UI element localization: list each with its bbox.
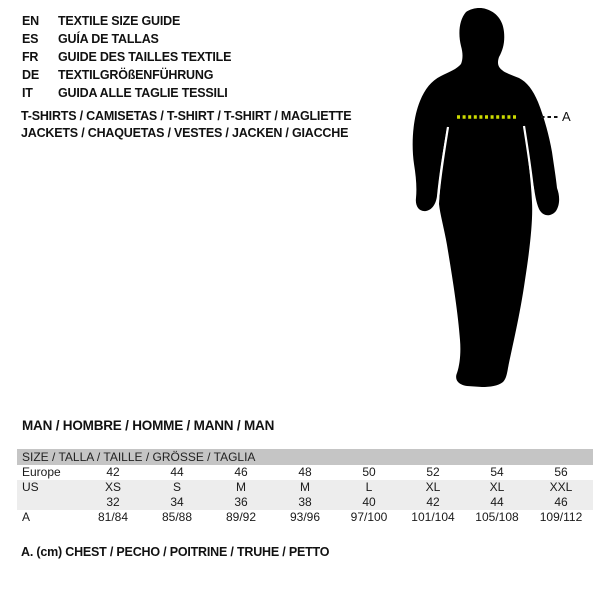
lang-label: GUÍA DE TALLAS	[58, 32, 159, 46]
size-cell: 46	[529, 495, 593, 510]
lang-row	[22, 12, 231, 30]
lang-label: TEXTILE SIZE GUIDE	[58, 14, 181, 28]
size-cell: XL	[401, 480, 465, 495]
arm-gap-right	[524, 126, 534, 200]
size-cell: 54	[490, 465, 504, 479]
row-label: A	[22, 510, 31, 524]
table-row-chest	[17, 510, 593, 525]
size-cell: 42	[106, 465, 120, 479]
table-row-numeric	[17, 495, 593, 510]
measure-point-label: A	[562, 109, 571, 124]
table-row-europe	[17, 465, 593, 480]
size-cell: 44	[170, 465, 184, 479]
lang-label: TEXTILGRÖßENFÜHRUNG	[58, 68, 214, 82]
row-label: US	[17, 480, 81, 495]
size-cell: 50	[362, 465, 376, 479]
row-label: Europe	[22, 465, 61, 479]
size-table-header-row	[17, 449, 593, 465]
category-line: T-SHIRTS / CAMISETAS / T-SHIRT / T-SHIRT / MAGLIETTE	[21, 109, 352, 123]
lang-label: GUIDA ALLE TAGLIE TESSILI	[58, 86, 228, 100]
size-cell: 38	[273, 495, 337, 510]
size-cell: M	[209, 480, 273, 495]
size-table	[17, 449, 593, 525]
size-cell: 40	[337, 495, 401, 510]
size-cell: 97/100	[350, 510, 388, 524]
lang-code: DE	[22, 68, 39, 82]
lang-label: GUIDE DES TAILLES TEXTILE	[58, 50, 232, 64]
size-cell: 85/88	[161, 510, 193, 524]
lang-code: FR	[22, 50, 39, 64]
table-row-us	[17, 480, 593, 495]
lang-code: EN	[22, 14, 39, 28]
lang-row	[22, 84, 231, 102]
garment-categories	[21, 108, 351, 141]
size-table-header: SIZE / TALLA / TAILLE / GRÖSSE / TAGLIA	[17, 449, 593, 465]
size-cell: M	[273, 480, 337, 495]
lang-code: IT	[22, 86, 33, 100]
arm-gap-left	[438, 127, 448, 200]
category-line: JACKETS / CHAQUETAS / VESTES / JACKEN / GIACCHE	[21, 125, 349, 140]
size-cell: S	[145, 480, 209, 495]
size-cell: 81/84	[97, 510, 129, 524]
size-cell: 52	[426, 465, 440, 479]
man-silhouette-shape	[413, 8, 559, 387]
size-cell: 48	[298, 465, 312, 479]
lang-row	[22, 48, 231, 66]
size-cell: XL	[465, 480, 529, 495]
size-cell: XS	[81, 480, 145, 495]
size-cell: 46	[234, 465, 248, 479]
lang-row	[22, 30, 231, 48]
footnote: A. (cm) CHEST / PECHO / POITRINE / TRUHE / PETTO	[21, 545, 330, 559]
size-cell: 32	[81, 495, 145, 510]
gender-heading: MAN / HOMBRE / HOMME / MANN / MAN	[22, 418, 275, 433]
language-list	[22, 12, 231, 102]
size-cell: 109/112	[539, 510, 583, 524]
size-cell: 42	[401, 495, 465, 510]
size-cell: 93/96	[289, 510, 321, 524]
size-cell: 44	[465, 495, 529, 510]
size-cell: L	[337, 480, 401, 495]
size-cell: XXL	[529, 480, 593, 495]
size-cell: 36	[209, 495, 273, 510]
size-cell: 56	[554, 465, 568, 479]
size-cell: 89/92	[225, 510, 257, 524]
size-cell: 105/108	[475, 510, 519, 524]
lang-code: ES	[22, 32, 39, 46]
size-cell: 34	[145, 495, 209, 510]
size-cell: 101/104	[411, 510, 455, 524]
row-label	[17, 495, 81, 510]
lang-row	[22, 66, 231, 84]
